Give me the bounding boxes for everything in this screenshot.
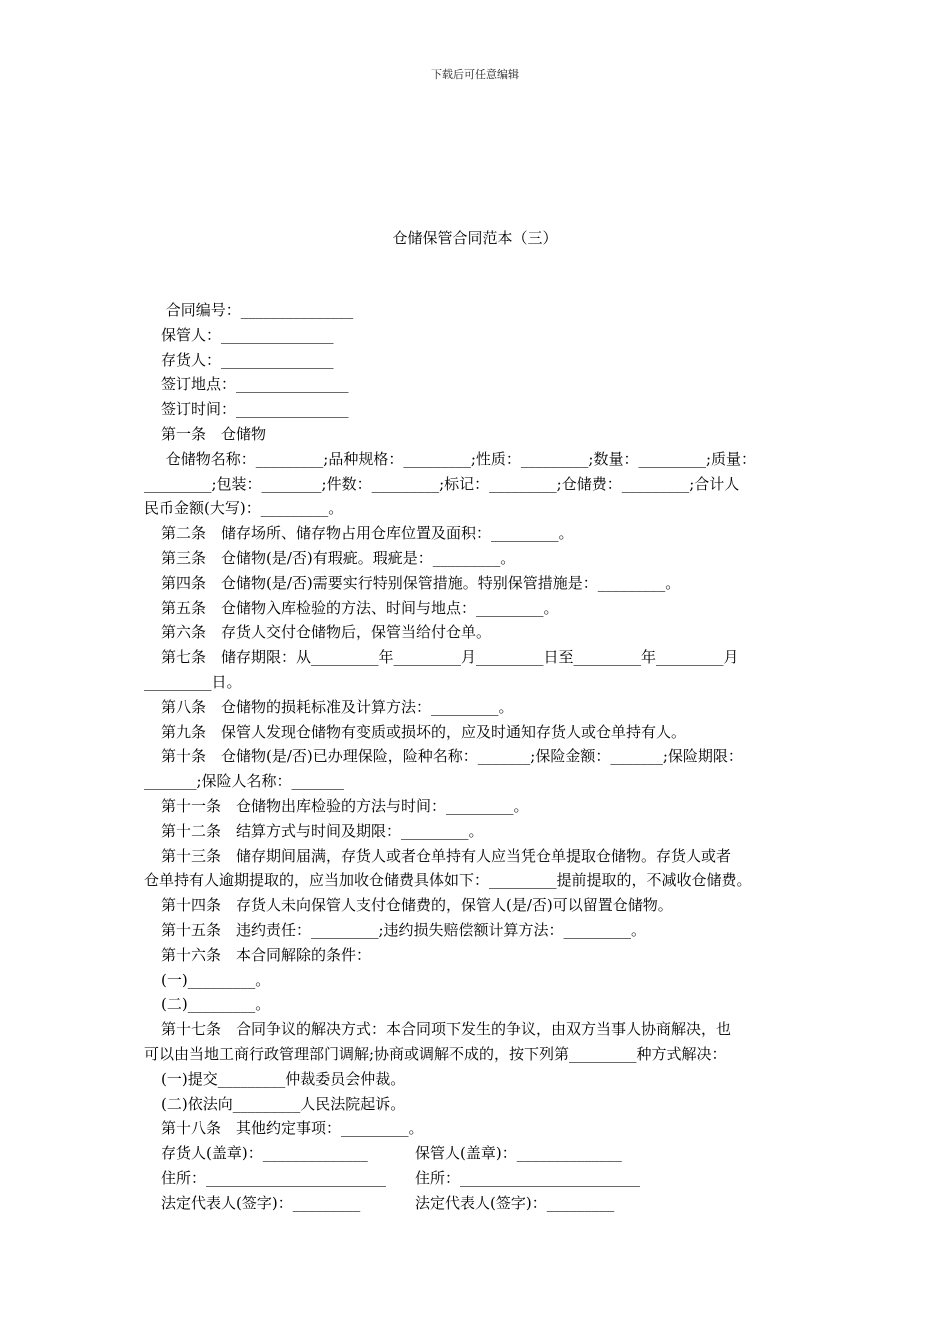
article-17-option: (二)依法向_________人民法院起诉。 (161, 1094, 406, 1113)
article-2: 第二条 储存场所、储存物占用仓库位置及面积：_________。 (161, 524, 574, 543)
article-12: 第十二条 结算方式与时间及期限：_________。 (161, 821, 484, 840)
signature-row-seal (144, 1141, 824, 1166)
article-9: 第九条 保管人发现仓储物有变质或损坏的，应及时通知存货人或仓单持有人。 (161, 722, 687, 741)
article-18: 第十八条 其他约定事项：_________。 (161, 1119, 424, 1138)
article-1-heading: 第一条 仓储物 (161, 424, 267, 443)
header-note: 下载后可任意编辑 (431, 68, 519, 81)
article-6: 第六条 存货人交付仓储物后，保管当给付仓单。 (161, 623, 492, 642)
article-17-line: 可以由当地工商行政管理部门调解;协商或调解不成的，按下列第_________种方式解决： (144, 1044, 727, 1063)
article-3: 第三条 仓储物(是/否)有瑕疵。瑕疵是：_________。 (161, 548, 516, 567)
article-16-item: (一)_________。 (161, 970, 271, 989)
article-7-line: 第七条 储存期限：从_________年_________月_________日至_________年_________月 (161, 648, 739, 667)
article-17-line: 第十七条 合同争议的解决方式：本合同项下发生的争议，由双方当事人协商解决，也 (161, 1020, 732, 1039)
contract-body (144, 298, 824, 1215)
article-1-text-line: 民币金额(大写)：_________。 (144, 499, 344, 518)
signing-time-line: 签订时间：_______________ (161, 400, 349, 419)
depositor-line: 存货人：_______________ (161, 350, 334, 369)
article-8: 第八条 仓储物的损耗标准及计算方法：_________。 (161, 697, 514, 716)
article-5: 第五条 仓储物入库检验的方法、时间与地点：_________。 (161, 598, 559, 617)
article-13-line: 第十三条 储存期间届满，存货人或者仓单持有人应当凭仓单提取仓储物。存货人或者 (161, 846, 732, 865)
depositor-representative-field: 法定代表人(签字)：_________ (161, 1193, 361, 1212)
article-1-text-line: 仓储物名称：_________;品种规格：_________;性质：_________;数量：_________;质量： (161, 449, 756, 468)
article-13-line: 仓单持有人逾期提取的，应当加收仓储费具体如下：_________提前提取的，不减收仓储费。 (144, 871, 752, 890)
custodian-address-field: 住所：________________________ (415, 1168, 641, 1187)
custodian-seal-field: 保管人(盖章)：______________ (415, 1144, 622, 1163)
article-7-line: _________日。 (144, 672, 242, 691)
article-16-heading: 第十六条 本合同解除的条件： (161, 945, 372, 964)
article-10-line: _______;保险人名称：_______ (144, 772, 345, 791)
signature-row-representative (144, 1191, 824, 1216)
signature-row-address (144, 1166, 824, 1191)
article-14: 第十四条 存货人未向保管人支付仓储费的，保管人(是/否)可以留置仓储物。 (161, 896, 673, 915)
article-17-option: (一)提交_________仲裁委员会仲裁。 (161, 1069, 406, 1088)
article-11: 第十一条 仓储物出库检验的方法与时间：_________。 (161, 796, 529, 815)
article-15: 第十五条 违约责任：_________;违约损失赔偿额计算方法：_________。 (161, 920, 647, 939)
signing-place-line: 签订地点：_______________ (161, 375, 349, 394)
depositor-seal-field: 存货人(盖章)：______________ (161, 1144, 368, 1163)
article-16-item: (二)_________。 (161, 995, 271, 1014)
custodian-representative-field: 法定代表人(签字)：_________ (415, 1193, 615, 1212)
contract-number-line: 合同编号：_______________ (161, 301, 354, 319)
article-10-line: 第十条 仓储物(是/否)已办理保险，险种名称：_______;保险金额：_______;保险期限： (161, 747, 743, 766)
article-4: 第四条 仓储物(是/否)需要实行特别保管措施。特别保管措施是：_________。 (161, 573, 681, 592)
depositor-address-field: 住所：________________________ (161, 1168, 387, 1187)
custodian-line: 保管人：_______________ (161, 325, 334, 344)
document-title: 仓储保管合同范本（三） (392, 229, 558, 247)
article-1-text-line: _________;包装：________;件数：_________;标记：_________;仓储费：_________;合计人 (144, 474, 740, 493)
